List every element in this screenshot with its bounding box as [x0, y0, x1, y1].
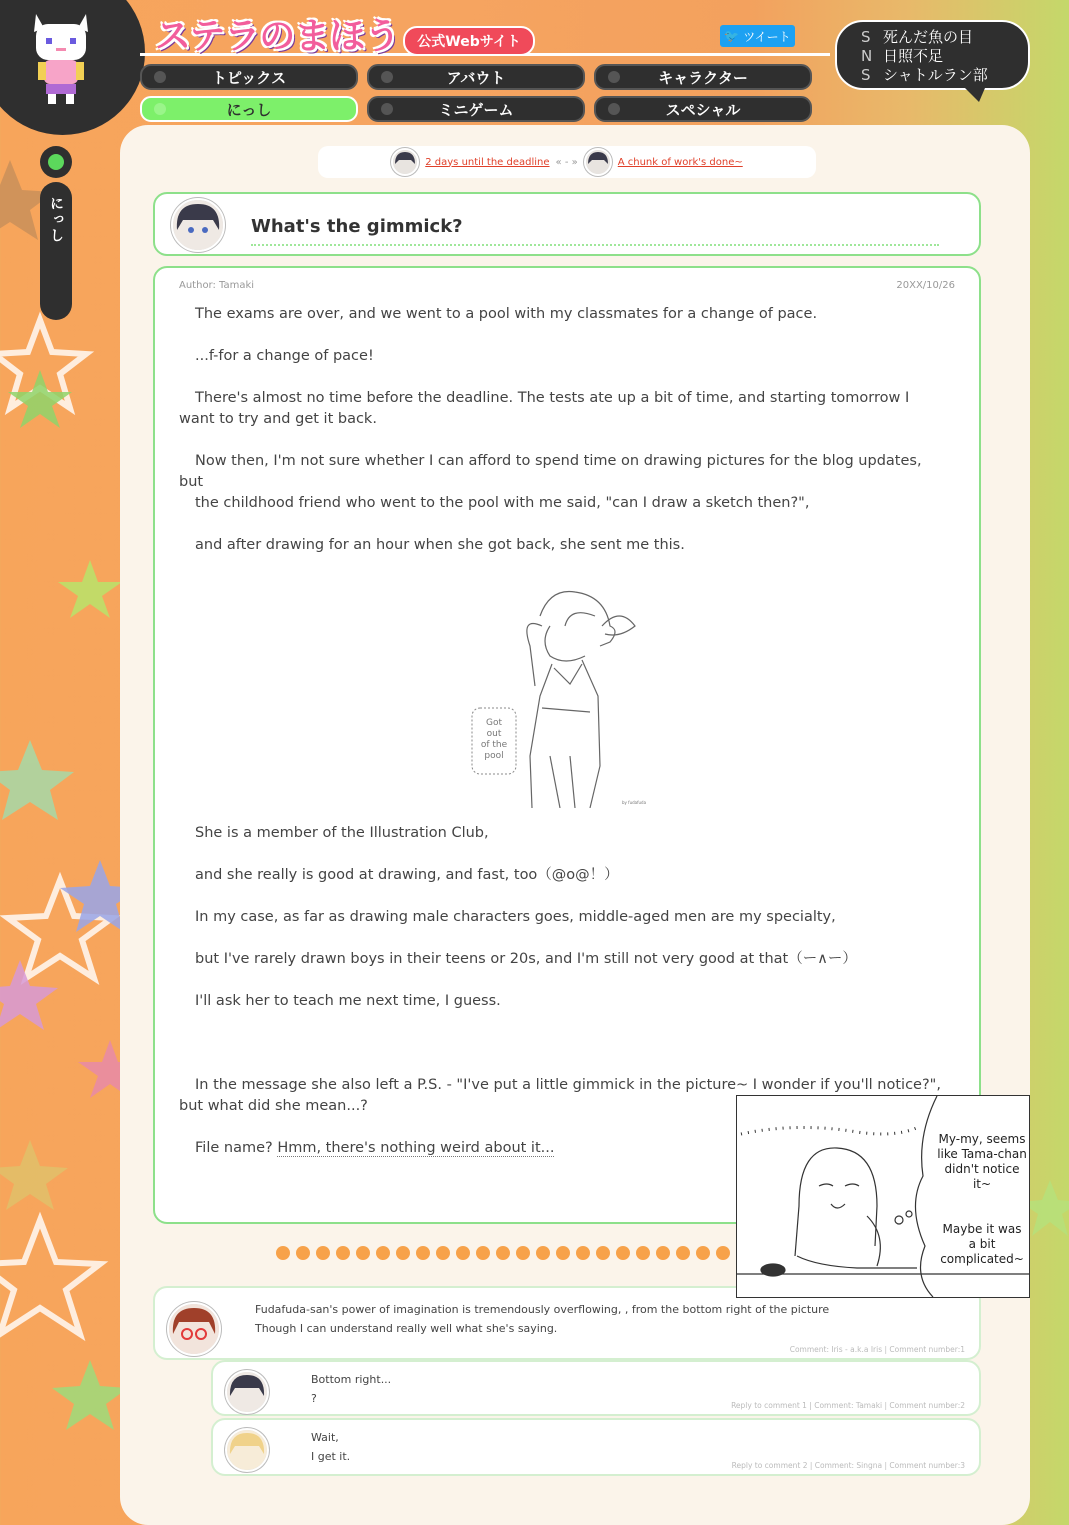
comment-line: I get it.	[311, 1450, 351, 1463]
nav-dot-icon	[154, 103, 166, 115]
comment-text	[311, 1370, 391, 1408]
paragraph: In my case, as far as drawing male characters goes, middle-aged men are my specialty,	[195, 909, 836, 925]
paragraph: but I've rarely drawn boys in their teens or 20s, and I'm still not very good at that（ー∧ー）	[195, 951, 857, 967]
sketch-note: Got	[485, 718, 503, 728]
sidebar-tab-nisshi[interactable]	[40, 182, 72, 320]
comment-text	[311, 1428, 350, 1466]
comment-line: Bottom right...	[311, 1373, 392, 1386]
post-author: Author: Tamaki	[179, 280, 255, 291]
post-title: What's the gimmick?	[251, 216, 463, 237]
bird-icon: 🐦	[724, 29, 740, 43]
dots-divider	[276, 1246, 730, 1260]
sns-letter: S	[861, 28, 871, 46]
author-avatar-icon	[171, 198, 225, 252]
sns-line-2: 日照不足	[883, 47, 944, 65]
sns-line-3: シャトルラン部	[883, 66, 988, 84]
file-name-hover-text[interactable]: Hmm, there's nothing weird about it...	[277, 1140, 555, 1156]
sns-line-1: 死んだ魚の目	[883, 28, 974, 46]
nav-characters[interactable]	[594, 64, 812, 90]
logo-title: ステラのまほう	[155, 16, 400, 57]
site-logo[interactable]	[155, 8, 535, 59]
comment-2	[211, 1360, 981, 1416]
sketch-image[interactable]	[470, 586, 670, 808]
comic-speech-2: Maybe it was a bit complicated~	[940, 1222, 1024, 1266]
nav-label: スペシャル	[665, 100, 741, 119]
pager-separator: « - »	[555, 156, 578, 168]
comic-popup	[736, 1095, 1030, 1298]
post-body	[153, 266, 981, 1224]
paragraph: There's almost no time before the deadline. The tests ate up a bit of time, and starting tomorrow I want to try and get it back.	[179, 390, 910, 427]
nav-label: ミニゲーム	[438, 100, 514, 119]
comment-3	[211, 1418, 981, 1476]
sketch-note: pool	[484, 751, 504, 761]
singna-avatar-icon	[225, 1428, 269, 1472]
nav-dot-icon	[381, 71, 393, 83]
sns-row-1	[861, 28, 1028, 47]
paragraph: I'll ask her to teach me next time, I guess.	[195, 993, 501, 1009]
sns-row-3	[861, 66, 1028, 85]
sns-letter: S	[861, 66, 871, 84]
nav-label: トピックス	[211, 68, 287, 87]
nav-nisshi[interactable]	[140, 96, 358, 122]
sns-bubble[interactable]	[835, 20, 1030, 90]
nav-topics[interactable]	[140, 64, 358, 90]
comment-line: Wait,	[311, 1431, 339, 1444]
prev-post-link[interactable]: 2 days until the deadline	[425, 156, 550, 168]
post-title-box	[153, 192, 981, 256]
post-pager	[318, 146, 816, 178]
iris-avatar-icon	[167, 1302, 221, 1356]
comic-speech-1: My-my, seems like Tama-chan didn't notice it~	[937, 1132, 1027, 1191]
comment-meta: Comment: Iris - a.k.a Iris | Comment number:1	[789, 1345, 965, 1354]
nav-dot-icon	[608, 71, 620, 83]
nav-dot-icon	[608, 103, 620, 115]
post-date: 20XX/10/26	[896, 280, 955, 291]
tamaki-avatar-icon	[391, 148, 419, 176]
tweet-button[interactable]	[720, 25, 795, 47]
sketch-note: out	[486, 729, 502, 739]
nav-label: にっし	[226, 100, 272, 119]
nav-label: アバウト	[446, 68, 506, 87]
nav-about[interactable]	[367, 64, 585, 90]
paragraph: and after drawing for an hour when she got back, she sent me this.	[195, 537, 685, 553]
comment-line: ?	[311, 1392, 317, 1405]
comment-text	[255, 1300, 829, 1338]
comment-line: Fudafuda-san's power of imagination is tremendously overflowing, , from the bottom right of the picture	[255, 1303, 830, 1316]
sns-row-2	[861, 47, 1028, 66]
next-post-link[interactable]: A chunk of work's done~	[617, 156, 743, 168]
comment-line: Though I can understand really well what she's saying.	[255, 1322, 558, 1335]
paragraph: Now then, I'm not sure whether I can afford to spend time on drawing pictures for the blog updates, but	[179, 453, 922, 490]
comment-meta: Reply to comment 1 | Comment: Tamaki | Comment number:2	[731, 1401, 965, 1410]
tamaki-avatar-icon	[225, 1370, 269, 1414]
file-name-prefix: File name?	[195, 1140, 278, 1156]
sns-bubble-tail	[965, 88, 985, 102]
logo-badge: 公式Webサイト	[403, 26, 534, 56]
nav-special[interactable]	[594, 96, 812, 122]
sidebar-tab-label: にっし	[48, 196, 64, 244]
nav-dot-icon	[154, 71, 166, 83]
nav-minigame[interactable]	[367, 96, 585, 122]
sketch-note: of the	[480, 740, 508, 750]
sidebar-indicator	[40, 146, 72, 178]
sketch-signature: by fudafuda	[622, 800, 647, 805]
main-nav	[140, 64, 812, 122]
tamaki-avatar-icon	[584, 148, 612, 176]
paragraph: She is a member of the Illustration Club,	[195, 825, 489, 841]
tweet-label: ツイート	[743, 29, 791, 44]
mascot-cat-icon[interactable]	[30, 10, 92, 108]
paragraph: the childhood friend who went to the pool with me said, "can I draw a sketch then?",	[195, 495, 810, 511]
comment-meta: Reply to comment 2 | Comment: Singna | Comment number:3	[731, 1461, 965, 1470]
sns-letter: N	[861, 47, 873, 65]
nav-dot-icon	[381, 103, 393, 115]
paragraph: and she really is good at drawing, and fast, too（@o@！）	[195, 867, 619, 883]
paragraph: ...f-for a change of pace!	[195, 348, 374, 364]
paragraph: In the message she also left a P.S. - "I've put a little gimmick in the picture~ I wonder if you'll notice?", but what did she mean...?	[179, 1077, 941, 1114]
paragraph: The exams are over, and we went to a pool with my classmates for a change of pace.	[195, 306, 818, 322]
title-underline	[251, 244, 939, 246]
nav-label: キャラクター	[658, 68, 748, 87]
